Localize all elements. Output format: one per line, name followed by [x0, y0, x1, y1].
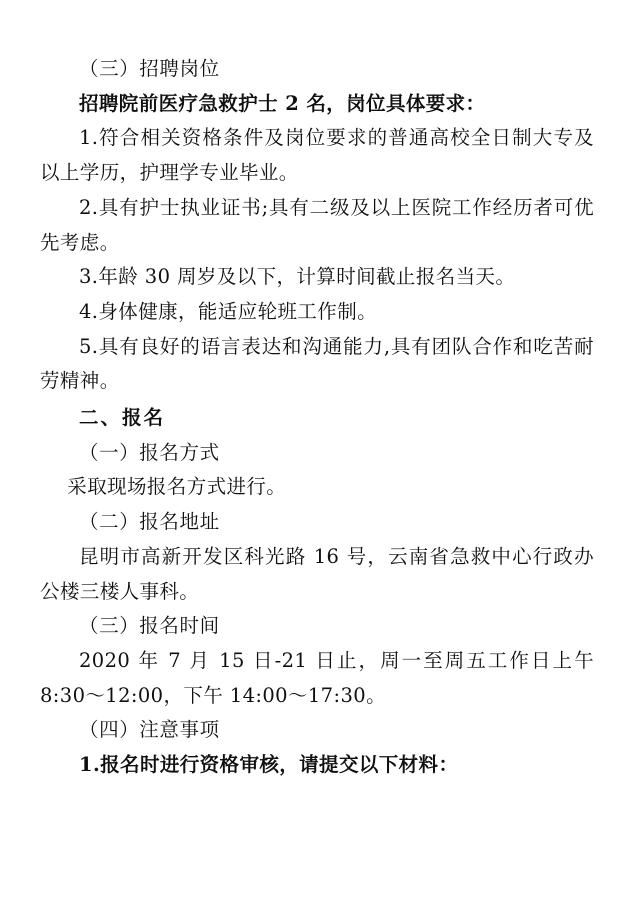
paragraph-requirement-4: 4.身体健康，能适应轮班工作制。	[79, 299, 378, 323]
document-body	[40, 52, 594, 783]
paragraph-requirement-3: 3.年龄 30 周岁及以下，计算时间截止报名当天。	[79, 265, 516, 289]
paragraph-requirement-1: 1.符合相关资格条件及岗位要求的普通高校全日制大专及以上学历，护理学专业毕业。	[40, 126, 594, 185]
paragraph-registration-method-text: 采取现场报名方式进行。	[67, 475, 287, 499]
paragraph-position-summary: 招聘院前医疗急救护士 2 名，岗位具体要求：	[79, 91, 486, 115]
paragraph-registration-address-text: 昆明市高新开发区科光路 16 号，云南省急救中心行政办公楼三楼人事科。	[40, 544, 594, 603]
paragraph-notes-heading: （四）注意事项	[79, 718, 220, 742]
section-heading-registration: 二、报名	[79, 406, 166, 430]
paragraph-requirement-5: 5.具有良好的语言表达和沟通能力,具有团队合作和吃苦耐劳精神。	[40, 334, 594, 393]
paragraph-requirement-2: 2.具有护士执业证书;具有二级及以上医院工作经历者可优先考虑。	[40, 195, 594, 254]
paragraph-registration-method-heading: （一）报名方式	[79, 440, 220, 464]
paragraph-recruitment-position-heading: （三）招聘岗位	[79, 57, 220, 80]
paragraph-registration-address-heading: （二）报名地址	[79, 510, 220, 534]
paragraph-notes-item-1: 1.报名时进行资格审核，请提交以下材料：	[79, 753, 459, 777]
paragraph-registration-time-heading: （三）报名时间	[79, 614, 220, 638]
paragraph-registration-time-text: 2020 年 7 月 15 日-21 日止，周一至周五工作日上午 8:30～12:00，下午 14:00～17:30。	[40, 648, 594, 707]
